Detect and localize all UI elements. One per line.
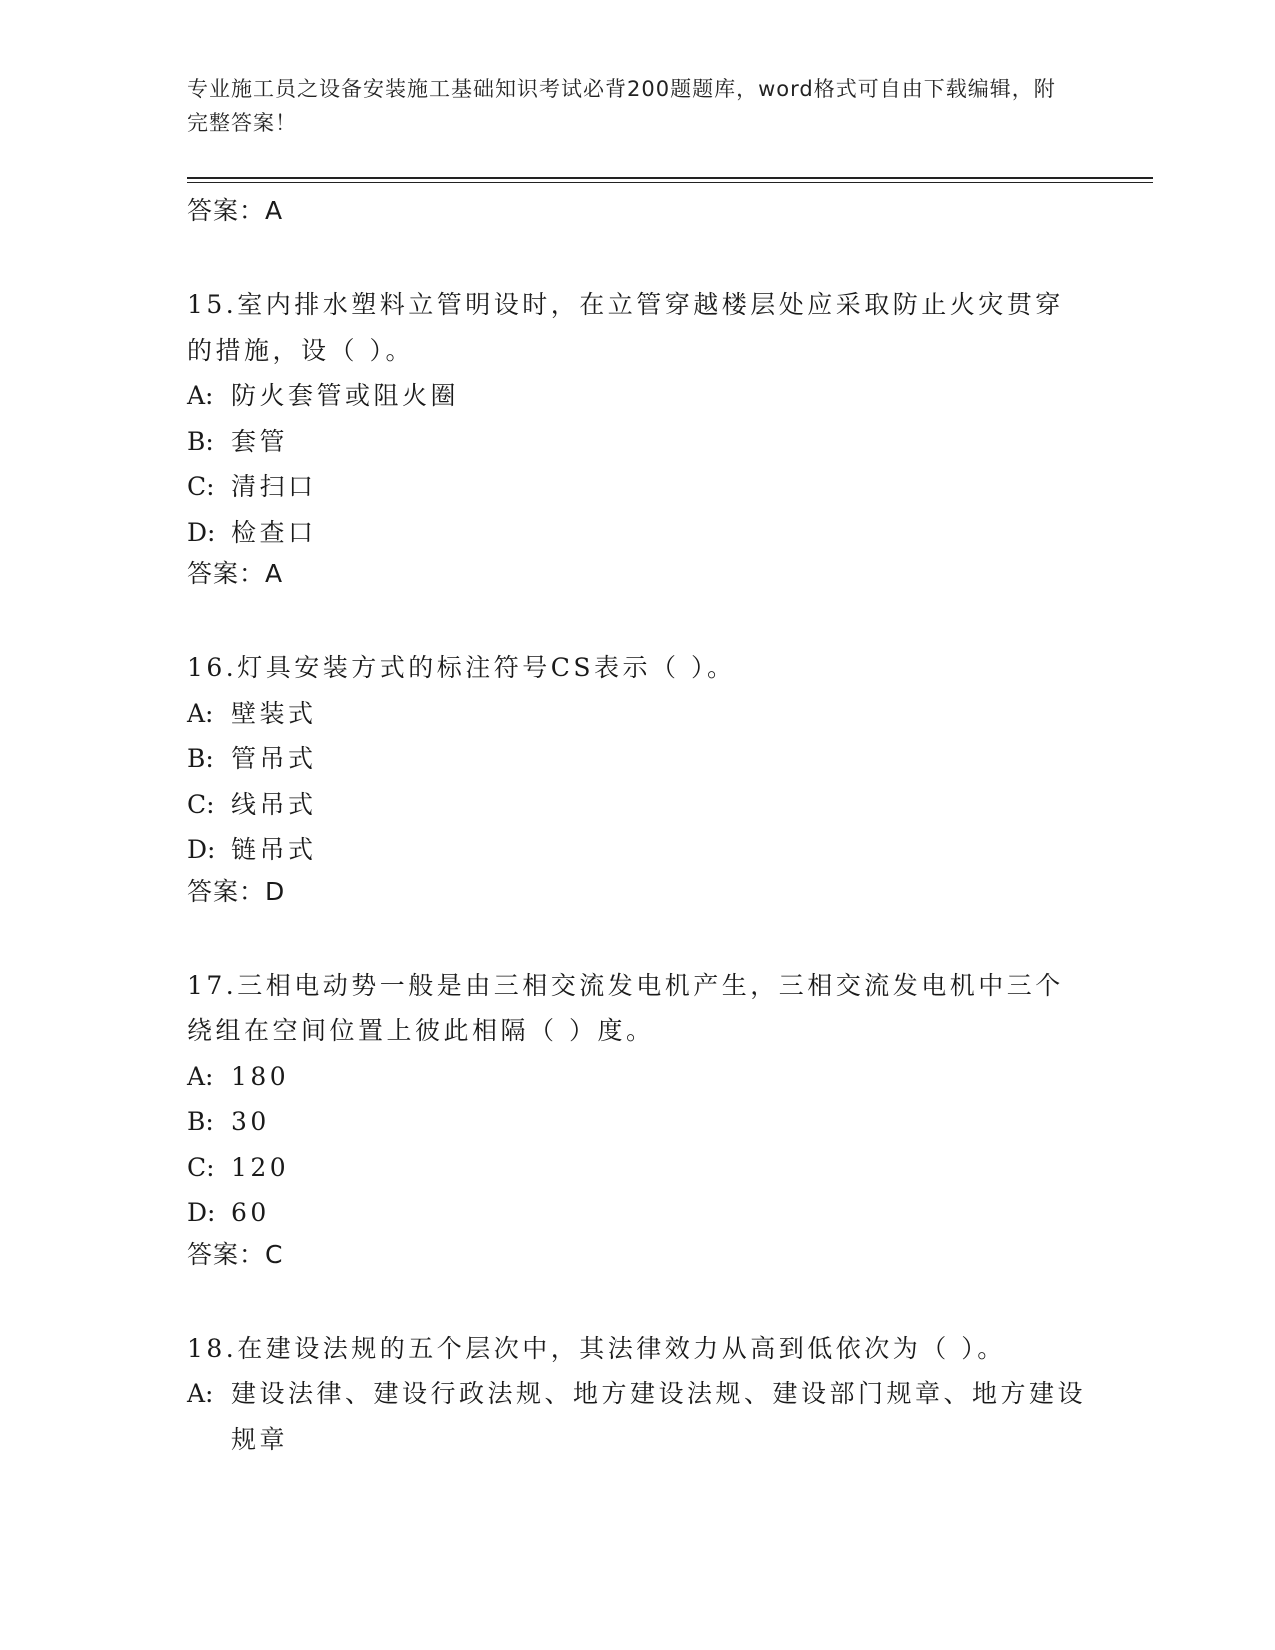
option-text: 120 [231, 1152, 290, 1182]
option-text: 建设法律、建设行政法规、地方建设法规、建设部门规章、地方建设规章 [231, 1379, 1087, 1454]
option-c [187, 782, 1087, 828]
question-stem: 15.室内排水塑料立管明设时，在立管穿越楼层处应采取防止火灾贯穿的措施，设（ ）。 [187, 290, 1064, 365]
option-key: A: [187, 698, 214, 728]
option-text: 60 [231, 1198, 270, 1227]
option-text: 线吊式 [231, 789, 317, 819]
option-text: 链吊式 [231, 835, 317, 864]
header-rule-thick [187, 177, 1153, 179]
option-key: C: [187, 1152, 215, 1182]
question-item [187, 282, 1087, 593]
option-a [187, 373, 1087, 419]
option-text: 30 [231, 1107, 270, 1136]
option-key: A: [187, 1379, 214, 1408]
option-d [187, 510, 1087, 556]
question-item [187, 963, 1087, 1274]
option-text: 检查口 [231, 517, 317, 547]
option-a [187, 1371, 1087, 1462]
option-key: C: [187, 789, 215, 819]
question-item [187, 1326, 1087, 1463]
option-b [187, 736, 1087, 782]
option-c [187, 1145, 1087, 1191]
answer-line: 答案：D [187, 876, 286, 906]
page-header-title: 专业施工员之设备安装施工基础知识考试必背200题题库，word格式可自由下载编辑，附完整答案！ [187, 77, 1056, 135]
option-key: B: [187, 1107, 214, 1136]
option-key: B: [187, 744, 214, 773]
option-key: A: [187, 381, 214, 410]
header-rule-thin [187, 182, 1153, 183]
option-text: 管吊式 [231, 744, 317, 773]
option-a [187, 691, 1087, 737]
option-b [187, 1099, 1087, 1145]
option-key: A: [187, 1061, 214, 1091]
option-key: D: [187, 517, 216, 547]
option-text: 壁装式 [231, 698, 317, 728]
answer-line: 答案：C [187, 1239, 284, 1269]
option-c [187, 464, 1087, 510]
option-key: D: [187, 835, 216, 864]
question-list [187, 192, 1087, 1462]
option-text: 套管 [231, 426, 289, 456]
option-b [187, 419, 1087, 465]
question-stem: 17.三相电动势一般是由三相交流发电机产生，三相交流发电机中三个绕组在空间位置上彼此相隔（ ）度。 [187, 970, 1064, 1045]
question-stem: 16.灯具安装方式的标注符号CS表示（ ）。 [187, 653, 736, 682]
option-key: B: [187, 426, 214, 456]
option-key: C: [187, 472, 215, 501]
question-item [187, 645, 1087, 911]
option-text: 180 [231, 1061, 290, 1091]
option-d [187, 1190, 1087, 1236]
option-text: 防火套管或阻火圈 [231, 381, 460, 410]
option-text: 清扫口 [231, 472, 317, 501]
answer-line: 答案：A [187, 196, 284, 225]
answer-line: 答案：A [187, 559, 284, 588]
question-stem: 18.在建设法规的五个层次中，其法律效力从高到低依次为（ ）。 [187, 1333, 1006, 1363]
option-d [187, 827, 1087, 873]
option-a [187, 1054, 1087, 1100]
option-key: D: [187, 1198, 216, 1227]
